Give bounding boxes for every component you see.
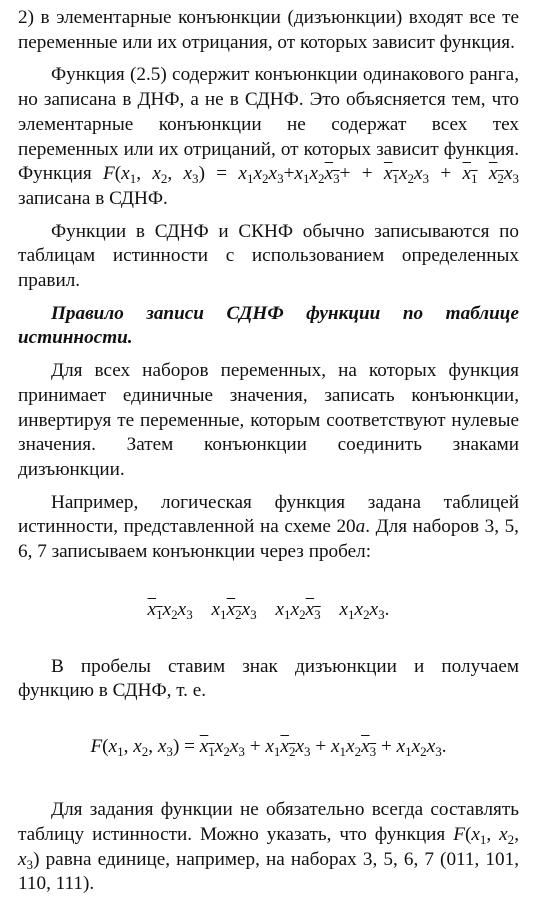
rule-heading: Правило записи СДНФ функции по таблице истинности. xyxy=(18,302,519,349)
conjunction-3: $x_1x_2x_3$ xyxy=(147,598,193,622)
paragraph-3: Функции в СДНФ и СКНФ обычно записываются по таблицам истинности с использованием определенных правил. xyxy=(18,220,519,292)
paragraph-7 xyxy=(18,798,519,897)
conjunction-6: $x_1x_2x_3$ xyxy=(275,598,321,622)
conjunction-5: $x_1x_2x_3$ xyxy=(211,598,257,622)
paragraph-5-text: Например, логическая функция задана таблицей истинности, представленной на схеме 20 xyxy=(18,491,519,538)
paragraph-5-tail: . Для наборов 3, 5, 6, 7 записываем конъюнкции через пробел: xyxy=(18,516,519,563)
paragraph-7-text: Для задания функции не обязательно всегда составлять таблицу истинности. Можно указать, что функция xyxy=(18,799,519,845)
inline-formula-f: $F(x_1$, $x_2$, $x_3$) xyxy=(18,823,519,872)
paragraph-7-tail: равна единице, например, на наборах 3, 5, 6, 7 (011, 101, 110, 111). xyxy=(18,848,520,895)
scheme-letter: а xyxy=(355,516,366,538)
paragraph-2-text: Функция (2.5) содержит конъюнкции одинакового ранга, но записана в ДНФ, а не в СДНФ. Это объясняется тем, что элементарные конъюнкции не содержат всех тех переменных или их отрицаний, от которых зависит функция. Функция xyxy=(18,64,519,185)
paragraph-2 xyxy=(18,63,519,211)
paragraph-4: Для всех наборов переменных, на которых функция принимает единичные значения, записать конъюнкции, инвертируя те переменные, которым соответствуют нулевые значения. Затем конъюнкции соединить знаками дизъюнкции. xyxy=(18,360,519,480)
paragraph-5 xyxy=(18,491,519,565)
paragraph-6: В пробелы ставим знак дизъюнкции и получаем функцию в СДНФ, т. е. xyxy=(18,655,519,702)
paragraph-2-tail: записана в СДНФ. xyxy=(18,187,168,209)
conjunction-7: $x_1x_2x_3$. xyxy=(339,598,390,622)
inline-formula-sdnf: $F(x_1$, $x_2$, $x_3) = x_1x_2x_3+x_1x_2x_3+ + x_1x_2x_3 + x_1$ $x_2x_3$ xyxy=(103,163,520,187)
conjunctions-formula xyxy=(18,597,519,623)
sdnf-formula: $F(x_1$, $x_2$, $x_3) = x_1x_2x_3 + x_1x_2x_3 + x_1x_2x_3 + x_1x_2x_3$. xyxy=(90,736,447,760)
paragraph-1: 2) в элементарные конъюнкции (дизъюнкции) входят все те переменные или их отрицания, от которых зависит функция. xyxy=(18,7,519,53)
